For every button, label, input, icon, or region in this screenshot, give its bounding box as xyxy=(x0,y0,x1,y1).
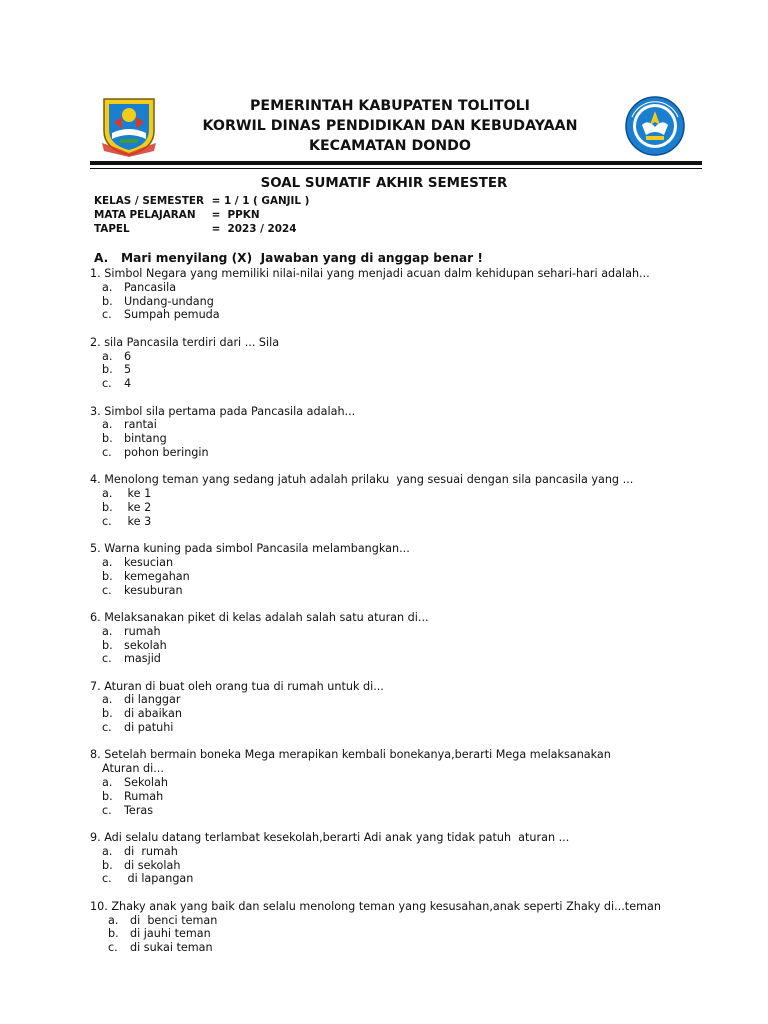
answer-option xyxy=(90,432,690,446)
question-item xyxy=(90,336,690,391)
question-item xyxy=(90,473,690,528)
answer-option xyxy=(90,927,690,941)
answer-option xyxy=(90,845,690,859)
option-text: ke 3 xyxy=(124,514,152,528)
answer-option xyxy=(90,639,690,653)
question-item xyxy=(90,748,690,817)
option-text: pohon beringin xyxy=(124,445,209,459)
question-stem-continued: Aturan di... xyxy=(102,762,164,776)
option-letter: b. xyxy=(102,638,113,652)
letterhead-divider-thin xyxy=(90,168,702,169)
option-text: kemegahan xyxy=(124,569,190,583)
question-stem: 1. Simbol Negara yang memiliki nilai-nilai yang menjadi acuan dalm kehidupan sehari-hari adalah... xyxy=(90,267,650,280)
answer-option xyxy=(90,872,690,886)
answer-option xyxy=(90,363,690,377)
answer-option xyxy=(90,707,690,721)
answer-option xyxy=(90,652,690,666)
option-letter: a. xyxy=(102,624,113,638)
option-letter: b. xyxy=(102,500,113,514)
answer-option xyxy=(90,377,690,391)
option-letter: c. xyxy=(108,941,118,955)
question-stem: 4. Menolong teman yang sedang jatuh adalah prilaku yang sesuai dengan sila pancasila yang ... xyxy=(90,473,634,487)
option-letter: b. xyxy=(102,363,113,377)
option-text: 5 xyxy=(124,363,132,377)
answer-option xyxy=(90,859,690,873)
option-letter: b. xyxy=(102,789,113,803)
answer-option xyxy=(90,776,690,790)
option-letter: b. xyxy=(102,707,113,721)
option-text: di rumah xyxy=(124,844,178,858)
option-text: bintang xyxy=(124,432,167,446)
option-text: Undang-undang xyxy=(124,294,214,308)
option-text: 4 xyxy=(124,377,132,391)
exam-meta xyxy=(94,194,309,236)
answer-option xyxy=(90,625,690,639)
option-text: Pancasila xyxy=(124,280,177,294)
answer-option xyxy=(90,584,690,598)
option-text: ke 1 xyxy=(124,487,152,501)
option-text: di lapangan xyxy=(124,872,194,886)
option-letter: c. xyxy=(102,445,112,459)
option-letter: a. xyxy=(102,844,113,858)
option-letter: c. xyxy=(102,803,112,817)
option-letter: a. xyxy=(102,555,113,569)
meta-value: = 1 / 1 ( GANJIL ) xyxy=(208,195,310,207)
meta-key: KELAS / SEMESTER xyxy=(94,195,205,207)
option-text: rumah xyxy=(124,624,161,638)
question-stem: 2. sila Pancasila terdiri dari ... Sila xyxy=(90,335,280,349)
answer-option xyxy=(90,308,690,322)
letterhead-line-2: KORWIL DINAS PENDIDIKAN DAN KEBUDAYAAN xyxy=(202,118,578,134)
exam-title: SOAL SUMATIF AKHIR SEMESTER xyxy=(260,176,508,191)
option-text: Teras xyxy=(124,803,154,817)
option-text: di langgar xyxy=(124,693,181,707)
meta-value: = PPKN xyxy=(208,209,260,221)
letterhead-line-3: KECAMATAN DONDO xyxy=(309,138,471,154)
section-a-heading: A. Mari menyilang (X) Jawaban yang di anggap benar ! xyxy=(94,251,483,265)
option-text: di benci teman xyxy=(130,913,218,927)
option-text: sekolah xyxy=(124,638,167,652)
option-text: di jauhi teman xyxy=(130,927,211,941)
meta-row-year xyxy=(94,222,309,236)
answer-option xyxy=(90,281,690,295)
option-letter: a. xyxy=(102,280,113,294)
option-text: rantai xyxy=(124,418,157,432)
option-letter: c. xyxy=(102,872,112,886)
option-letter: c. xyxy=(102,652,112,666)
question-stem: 7. Aturan di buat oleh orang tua di rumah untuk di... xyxy=(90,679,384,693)
option-letter: a. xyxy=(102,418,113,432)
question-item xyxy=(90,405,690,460)
question-item xyxy=(90,680,690,735)
answer-option xyxy=(90,556,690,570)
question-stem: 10. Zhaky anak yang baik dan selalu menolong teman yang kesusahan,anak seperti Zhaky di...teman xyxy=(90,899,661,913)
option-text: ke 2 xyxy=(124,500,152,514)
meta-value: = 2023 / 2024 xyxy=(208,223,297,235)
meta-row-subject xyxy=(94,208,309,222)
meta-key: TAPEL xyxy=(94,223,130,235)
option-letter: c. xyxy=(102,721,112,735)
regency-coat-of-arms-logo xyxy=(100,95,158,157)
question-list xyxy=(90,267,690,969)
option-letter: a. xyxy=(102,693,113,707)
question-item xyxy=(90,267,690,322)
option-text: 6 xyxy=(124,349,132,363)
option-letter: a. xyxy=(102,487,113,501)
question-item xyxy=(90,831,690,886)
option-text: di sekolah xyxy=(124,858,181,872)
answer-option xyxy=(90,804,690,818)
option-letter: b. xyxy=(108,927,119,941)
letterhead-line-1: PEMERINTAH KABUPATEN TOLITOLI xyxy=(250,98,530,114)
answer-option xyxy=(90,350,690,364)
option-letter: a. xyxy=(108,913,119,927)
option-letter: b. xyxy=(102,858,113,872)
meta-row-class xyxy=(94,194,309,208)
option-text: Sekolah xyxy=(124,776,168,790)
question-item xyxy=(90,542,690,597)
question-item xyxy=(90,900,690,955)
option-text: kesuburan xyxy=(124,583,183,597)
answer-option xyxy=(90,693,690,707)
answer-option xyxy=(90,446,690,460)
answer-option xyxy=(90,295,690,309)
option-text: Sumpah pemuda xyxy=(124,308,220,322)
option-text: kesucian xyxy=(124,555,174,569)
answer-option xyxy=(90,418,690,432)
answer-option xyxy=(90,721,690,735)
question-stem: 3. Simbol sila pertama pada Pancasila adalah... xyxy=(90,404,356,418)
question-stem: 5. Warna kuning pada simbol Pancasila melambangkan... xyxy=(90,542,410,556)
option-letter: b. xyxy=(102,432,113,446)
tut-wuri-handayani-logo xyxy=(624,95,686,157)
answer-option xyxy=(90,515,690,529)
question-stem: 8. Setelah bermain boneka Mega merapikan kembali bonekanya,berarti Mega melaksanakan xyxy=(90,748,611,762)
option-letter: c. xyxy=(102,514,112,528)
letterhead xyxy=(160,96,620,156)
question-stem: 9. Adi selalu datang terlambat kesekolah,berarti Adi anak yang tidak patuh aturan ... xyxy=(90,831,570,845)
letterhead-divider-thick xyxy=(90,161,702,165)
option-text: Rumah xyxy=(124,789,164,803)
question-stem: 6. Melaksanakan piket di kelas adalah salah satu aturan di... xyxy=(90,610,429,624)
answer-option xyxy=(90,914,690,928)
option-text: masjid xyxy=(124,652,161,666)
option-text: di patuhi xyxy=(124,721,174,735)
option-letter: c. xyxy=(102,377,112,391)
answer-option xyxy=(90,487,690,501)
answer-option xyxy=(90,941,690,955)
option-letter: c. xyxy=(102,583,112,597)
question-item xyxy=(90,611,690,666)
option-letter: a. xyxy=(102,776,113,790)
option-letter: a. xyxy=(102,349,113,363)
option-letter: b. xyxy=(102,294,113,308)
option-letter: b. xyxy=(102,569,113,583)
answer-option xyxy=(90,501,690,515)
meta-key: MATA PELAJARAN xyxy=(94,209,196,221)
answer-option xyxy=(90,790,690,804)
option-text: di sukai teman xyxy=(130,941,213,955)
option-letter: c. xyxy=(102,308,112,322)
answer-option xyxy=(90,570,690,584)
option-text: di abaikan xyxy=(124,707,182,721)
